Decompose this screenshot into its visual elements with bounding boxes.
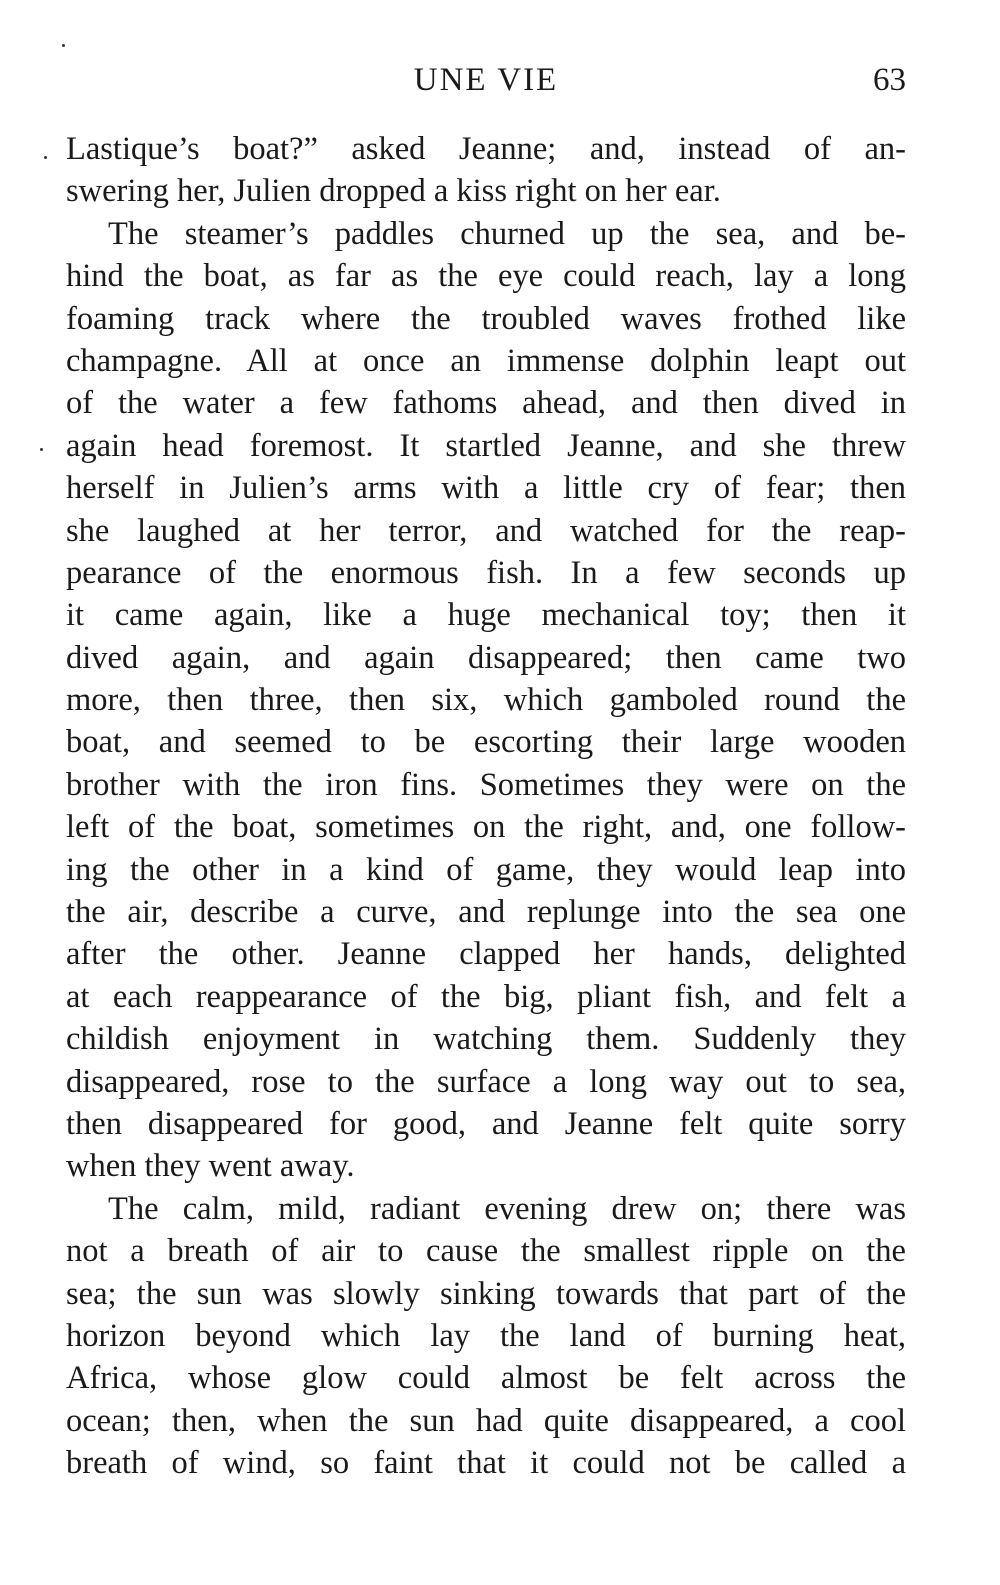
text-line: dived again, and again disappeared; then came two: [66, 639, 906, 676]
margin-speck: [40, 448, 43, 451]
text-line: again head foremost. It startled Jeanne, and she threw: [66, 427, 906, 464]
page-number: 63: [873, 62, 906, 98]
margin-speck: [62, 44, 65, 47]
text-line: Lastique’s boat?” asked Jeanne; and, instead of an-: [66, 131, 906, 167]
text-line: Africa, whose glow could almost be felt across the: [66, 1360, 906, 1397]
text-line: pearance of the enormous fish. In a few seconds up: [66, 554, 906, 591]
text-line: The calm, mild, radiant evening drew on; there was: [108, 1190, 906, 1227]
text-line: foaming track where the troubled waves frothed like: [66, 300, 906, 337]
running-title: UNE VIE: [413, 62, 559, 98]
text-line: ing the other in a kind of game, they would leap into: [66, 851, 906, 888]
text-line: herself in Julien’s arms with a little cry of fear; then: [66, 470, 906, 507]
text-line: brother with the iron fins. Sometimes they were on the: [66, 766, 906, 803]
text-line: at each reappearance of the big, pliant fish, and felt a: [66, 978, 906, 1015]
text-line: ocean; then, when the sun had quite disappeared, a cool: [66, 1402, 906, 1439]
text-line: disappeared, rose to the surface a long way out to sea,: [66, 1063, 906, 1100]
margin-speck: [44, 156, 47, 159]
text-line: then disappeared for good, and Jeanne felt quite sorry: [66, 1105, 906, 1142]
text-line: she laughed at her terror, and watched for the reap-: [66, 512, 906, 549]
text-line: sea; the sun was slowly sinking towards that part of the: [66, 1275, 906, 1312]
text-line: not a breath of air to cause the smallest ripple on the: [66, 1233, 906, 1270]
text-line: breath of wind, so faint that it could not be called a: [66, 1445, 906, 1482]
page-header: [66, 58, 906, 102]
text-line: childish enjoyment in watching them. Suddenly they: [66, 1021, 906, 1058]
text-line: horizon beyond which lay the land of burning heat,: [66, 1317, 906, 1354]
text-line: left of the boat, sometimes on the right, and, one follow-: [66, 809, 906, 846]
text-line: more, then three, then six, which gamboled round the: [66, 682, 906, 719]
text-line: hind the boat, as far as the eye could reach, lay a long: [66, 258, 906, 295]
text-line: champagne. All at once an immense dolphin leapt out: [66, 342, 906, 379]
text-line: when they went away.: [66, 1148, 355, 1185]
text-line: the air, describe a curve, and replunge into the sea one: [66, 894, 906, 931]
text-line: it came again, like a huge mechanical toy; then it: [66, 597, 906, 634]
text-line: swering her, Julien dropped a kiss right on her ear.: [66, 173, 721, 210]
text-line: The steamer’s paddles churned up the sea, and be-: [108, 215, 906, 252]
text-line: after the other. Jeanne clapped her hands, delighted: [66, 936, 906, 973]
text-line: of the water a few fathoms ahead, and then dived in: [66, 385, 906, 422]
text-line: boat, and seemed to be escorting their large wooden: [66, 724, 906, 761]
body-text: [66, 128, 906, 1485]
